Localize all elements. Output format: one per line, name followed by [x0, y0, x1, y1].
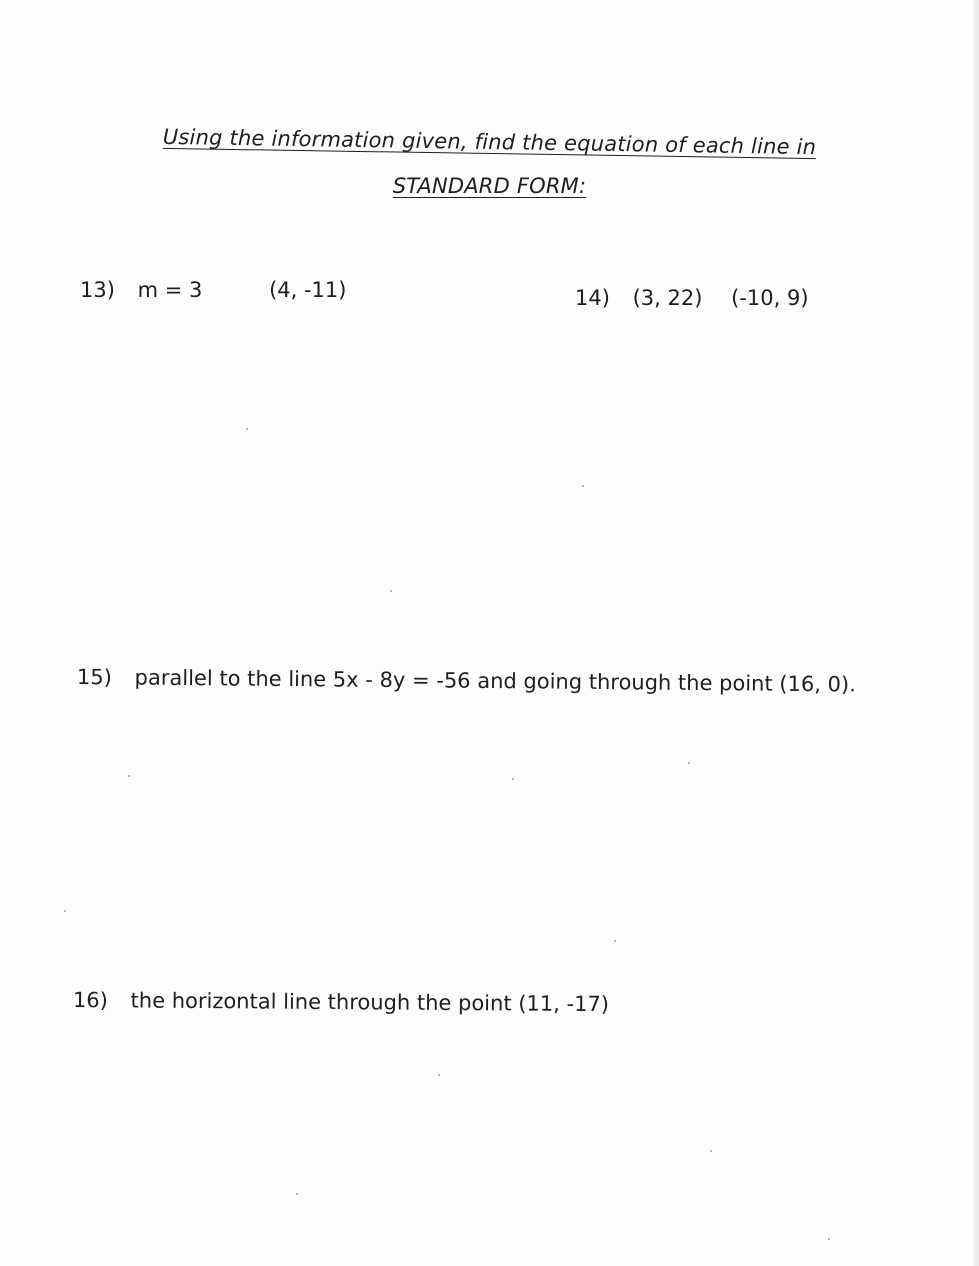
scan-speck	[710, 1150, 712, 1152]
problem-slope: m = 3	[137, 278, 203, 302]
problem-16	[73, 988, 609, 1016]
problem-number: 14)	[575, 286, 610, 310]
scan-speck	[614, 940, 616, 942]
scan-edge	[973, 0, 979, 1266]
scan-speck	[64, 910, 66, 912]
instructions-subheading: STANDARD FORM:	[392, 174, 587, 198]
scan-speck	[582, 485, 584, 487]
problem-point: (4, -11)	[269, 278, 347, 302]
problem-15	[77, 665, 856, 696]
instructions-heading: Using the information given, find the equation of each line in	[162, 124, 817, 160]
scan-speck	[688, 762, 690, 764]
scan-speck	[512, 778, 514, 780]
problem-13	[80, 278, 346, 302]
problem-number: 15)	[76, 665, 113, 690]
problem-text: parallel to the line 5x - 8y = -56 and going through the point (16, 0).	[134, 665, 856, 697]
scan-speck	[128, 775, 130, 777]
scan-speck	[438, 1074, 440, 1076]
scan-speck	[296, 1193, 298, 1195]
scan-speck	[828, 1238, 830, 1240]
problem-number: 13)	[80, 278, 115, 302]
scan-speck	[390, 590, 392, 592]
problem-14	[575, 286, 809, 310]
problem-text: the horizontal line through the point (11, -17)	[130, 988, 610, 1017]
problem-point-1: (3, 22)	[632, 286, 703, 310]
scan-speck	[246, 428, 248, 430]
problem-number: 16)	[72, 988, 109, 1013]
problem-point-2: (-10, 9)	[731, 286, 809, 310]
